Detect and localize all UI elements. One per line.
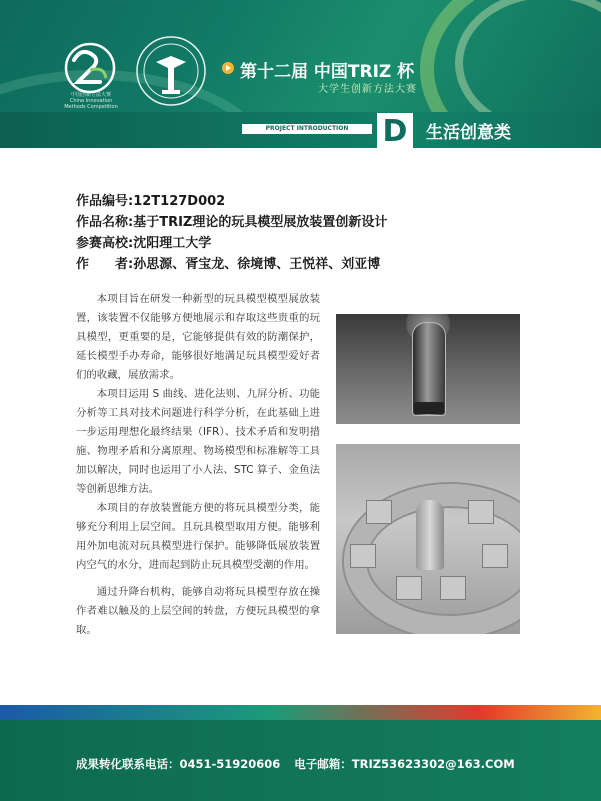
storage-block [468, 500, 494, 524]
project-name: 作品名称:基于TRIZ理论的玩具模型展放装置创新设计 [76, 215, 388, 230]
contact-phone: 成果转化联系电话：0451-51920606 [76, 757, 281, 771]
cabinet-base [414, 402, 444, 414]
project-intro-label: PROJECT INTRODUCTION [242, 124, 372, 134]
header-banner [0, 0, 601, 148]
paragraph-3: 本项目的存放装置能方便的将玩具模型分类，能够充分利用上层空间。且玩具模型取用方便。能够利用外加电流对玩具模型进行保护。能够降低展放装置内空气的水分，进而起到防止玩具模型受潮的作用。 [76, 502, 320, 571]
display-cabinet-render [336, 314, 520, 424]
project-school: 参赛高校:沈阳理工大学 [76, 236, 212, 251]
storage-block [482, 544, 508, 568]
paragraph-2: 本项目运用 S 曲线、进化法则、九屏分析、功能分析等工具对技术问题进行科学分析，在此基础上进一步运用理想化最终结果（IFR）、技术矛盾和发明措施、物理矛盾和分离原理、物场模型和标准解等工具加以解决，同时也运用了小人法、STC 算子、金鱼法等创新思维方法。 [76, 388, 320, 495]
category-label: 生活创意类 [426, 123, 511, 143]
project-authors: 作 者:孙思源、胥宝龙、徐境博、王悦祥、刘亚博 [76, 257, 381, 272]
paragraph-1: 本项目旨在研发一种新型的玩具模型模型展放装置，该装置不仅能够方便地展示和存取这些贵重的玩具模型，更重要的是，它能够提供有效的防潮保护，延长模型手办寿命，能够很好地满足玩具模型爱好者们的收藏，展放需求。 [76, 293, 320, 381]
cim-caption: 中国创新方法大赛 China Innovation Methods Competition [64, 92, 118, 110]
storage-block [396, 576, 422, 600]
contact-email: 电子邮箱：TRIZ53623302@163.COM [294, 757, 515, 771]
project-id: 作品编号:12T127D002 [76, 194, 226, 209]
play-arrow-icon [222, 62, 234, 74]
competition-subtitle: 大学生创新方法大赛 [318, 84, 417, 95]
turntable-model-render [336, 444, 520, 634]
competition-title: 第十二届 中国TRIZ 杯 [240, 62, 415, 82]
center-pillar [416, 500, 444, 570]
paragraph-4: 通过升降台机构，能够自动将玩具模型存放在操作者难以触及的上层空间的转盘，方便玩具模型的拿取。 [76, 586, 320, 636]
competition-seal-icon [134, 34, 208, 108]
storage-block [350, 544, 376, 568]
storage-block [440, 576, 466, 600]
category-letter: D [377, 113, 413, 148]
footer-contact [76, 756, 515, 772]
storage-block [366, 500, 392, 524]
project-description [76, 290, 320, 640]
